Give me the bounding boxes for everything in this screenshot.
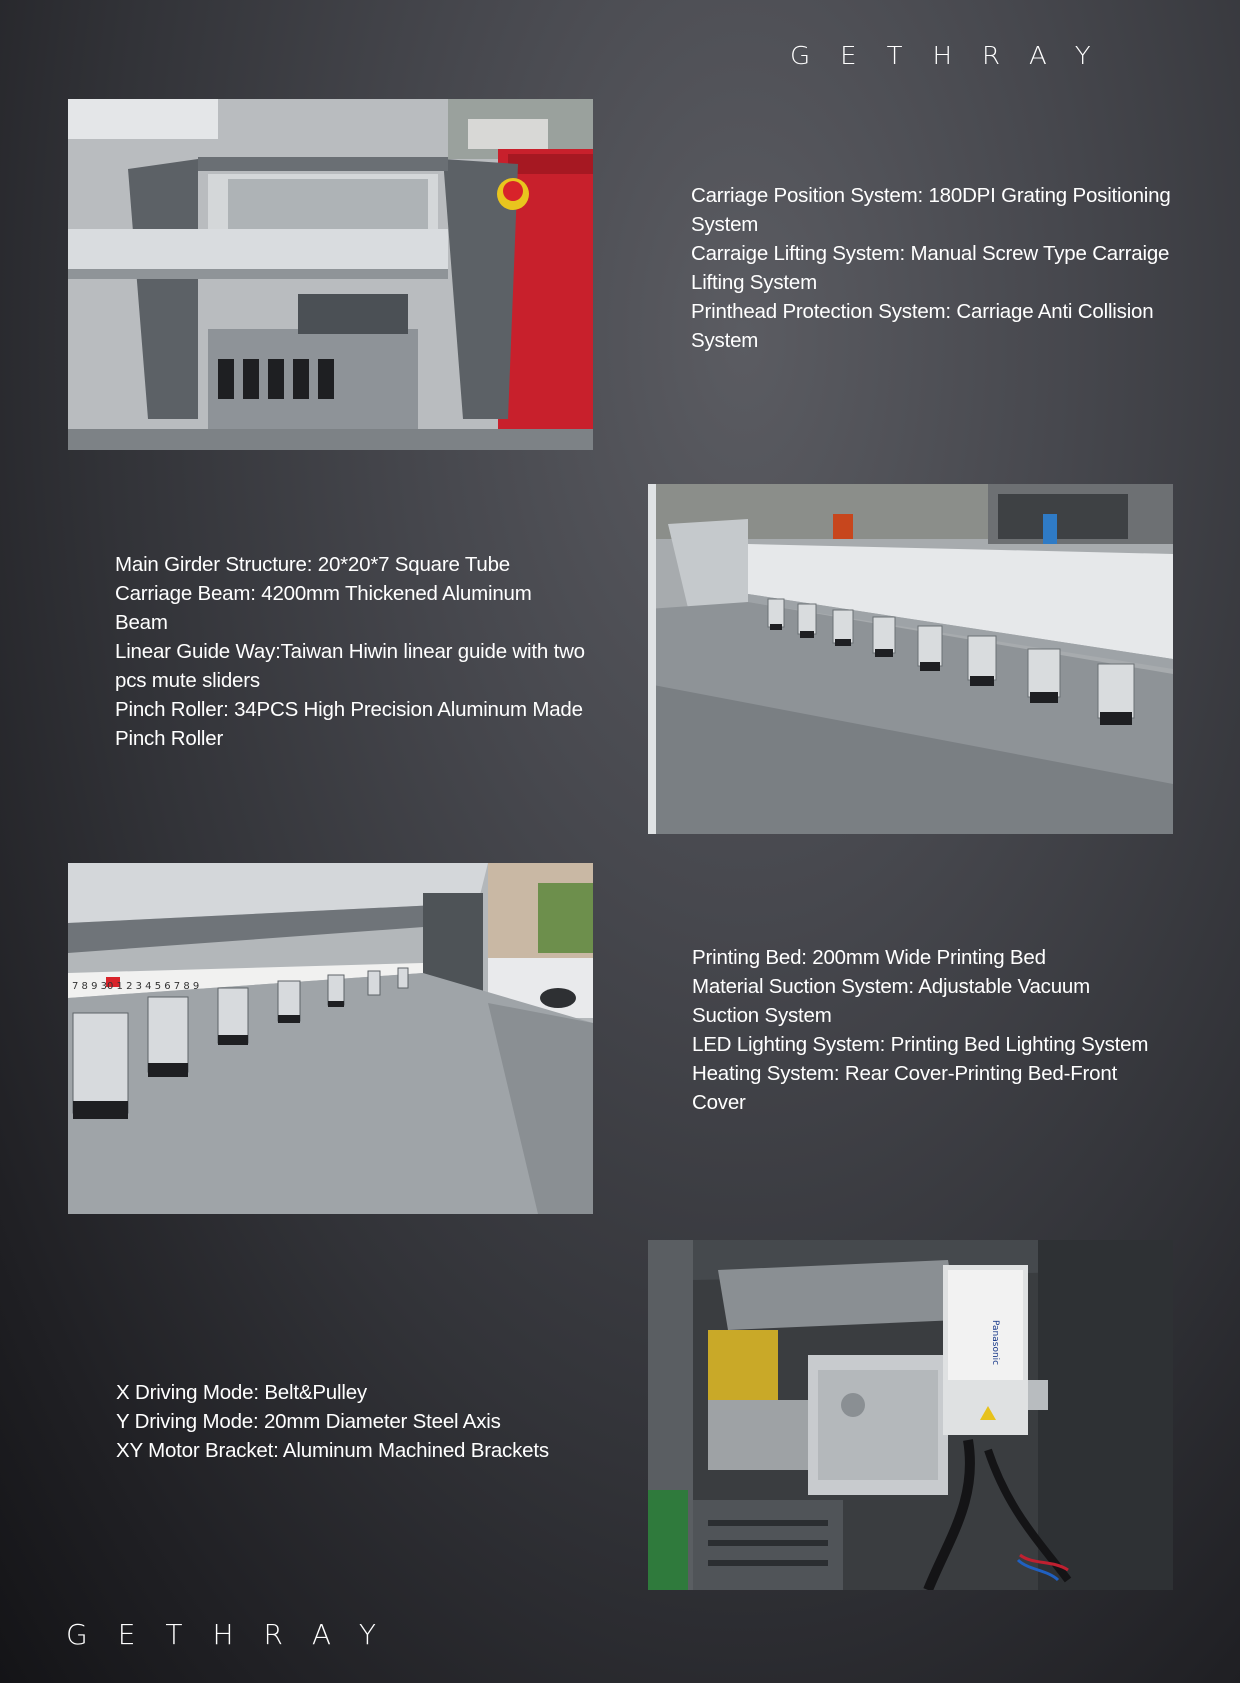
girder-spec-list	[115, 550, 625, 753]
spec-line: Lifting System	[691, 271, 817, 294]
spec-line: Carraige Lifting System: Manual Screw Type Carraige	[691, 242, 1170, 265]
spec-line: Main Girder Structure: 20*20*7 Square Tube	[115, 553, 510, 576]
spec-line: pcs mute sliders	[115, 669, 260, 692]
spec-line: Suction System	[692, 1004, 832, 1027]
spec-line: System	[691, 213, 759, 236]
spec-line: Pinch Roller	[115, 727, 224, 750]
gethray-logo-bottom: GETHRAY	[66, 1618, 406, 1651]
drive-spec-list	[116, 1378, 626, 1465]
spec-line: Pinch Roller: 34PCS High Precision Aluminum Made	[115, 698, 583, 721]
spec-line: Y Driving Mode: 20mm Diameter Steel Axis	[116, 1410, 501, 1433]
carriage-spec-list	[691, 181, 1191, 355]
ruler-marks: 7 8 9 30 1 2 3 4 5 6 7 8 9	[72, 981, 200, 992]
spec-line: Linear Guide Way:Taiwan Hiwin linear guide with two	[115, 640, 585, 663]
servo-motor-bracket-photo	[648, 1240, 1173, 1590]
spec-line: Carriage Beam: 4200mm Thickened Aluminum	[115, 582, 532, 605]
printing-bed-photo	[68, 863, 593, 1214]
spec-line: XY Motor Bracket: Aluminum Machined Brackets	[116, 1439, 549, 1462]
spec-line: Material Suction System: Adjustable Vacuum	[692, 975, 1090, 998]
spec-line: System	[691, 329, 759, 352]
printer-carriage-photo	[68, 99, 593, 450]
spec-line: Carriage Position System: 180DPI Grating Positioning	[691, 184, 1171, 207]
spec-line: X Driving Mode: Belt&Pulley	[116, 1381, 367, 1404]
gethray-logo-top: GETHRAY	[790, 42, 1121, 71]
bed-spec-list	[692, 943, 1202, 1117]
spec-line: LED Lighting System: Printing Bed Lighting System	[692, 1033, 1149, 1056]
spec-line: Cover	[692, 1091, 746, 1114]
spec-line: Printing Bed: 200mm Wide Printing Bed	[692, 946, 1046, 969]
spec-line: Beam	[115, 611, 168, 634]
spec-line: Heating System: Rear Cover-Printing Bed-Front	[692, 1062, 1118, 1085]
pinch-roller-rail-photo	[648, 484, 1173, 834]
spec-line: Printhead Protection System: Carriage Anti Collision	[691, 300, 1154, 323]
motor-brand-label: Panasonic	[990, 1320, 1000, 1366]
